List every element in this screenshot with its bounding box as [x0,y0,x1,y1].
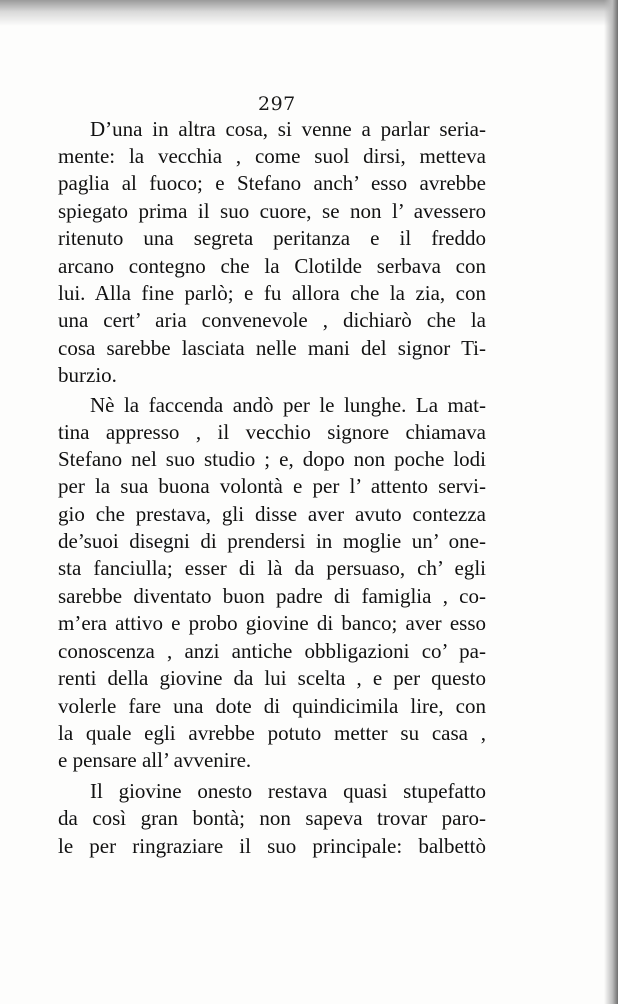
text-line: mente: la vecchia , come suol dirsi, metteva [58,144,486,168]
page-number: 297 [258,93,296,115]
text-line: burzio. [58,363,117,387]
text-line: Nè la faccenda andò per le lunghe. La mat- [90,393,486,417]
text-line: Stefano nel suo studio ; e, dopo non poche lodi [58,447,486,471]
text-line: sarebbe diventato buon padre di famiglia , co- [58,584,486,608]
text-line: D’una in altra cosa, si venne a parlar seria- [90,117,486,141]
text-line: lui. Alla fine parlò; e fu allora che la zia, con [58,281,486,305]
text-line: Il giovine onesto restava quasi stupefatto [90,779,486,803]
text-line: la quale egli avrebbe potuto metter su casa , [58,721,486,745]
text-line: renti della giovine da lui scelta , e per questo [58,666,486,690]
text-line: conoscenza , anzi antiche obbligazioni co’ pa- [58,639,486,663]
text-line: volerle fare una dote di quindicimila lire, con [58,694,486,718]
text-line: m’era attivo e probo giovine di banco; aver esso [58,611,486,635]
text-line: de’suoi disegni di prendersi in moglie un’ one- [58,529,486,553]
text-line: per la sua buona volontà e per l’ attento servi- [58,474,486,498]
text-line: tina appresso , il vecchio signore chiamava [58,420,486,444]
text-line: ritenuto una segreta peritanza e il freddo [58,226,486,250]
text-line: spiegato prima il suo cuore, se non l’ avessero [58,199,486,223]
text-line: arcano contegno che la Clotilde serbava con [58,254,486,278]
text-line: una cert’ aria convenevole , dichiarò che la [58,308,486,332]
text-line: da così gran bontà; non sapeva trovar paro- [58,806,486,830]
text-line: sta fanciulla; esser di là da persuaso, ch’ egli [58,556,486,580]
text-line: e pensare all’ avvenire. [58,748,252,772]
text-line: paglia al fuoco; e Stefano anch’ esso avrebbe [58,171,486,195]
text-line: le per ringraziare il suo principale: balbettò [58,834,486,858]
text-line: gio che prestava, gli disse aver avuto contezza [58,502,486,526]
text-line: cosa sarebbe lasciata nelle mani del signor Ti- [58,336,486,360]
